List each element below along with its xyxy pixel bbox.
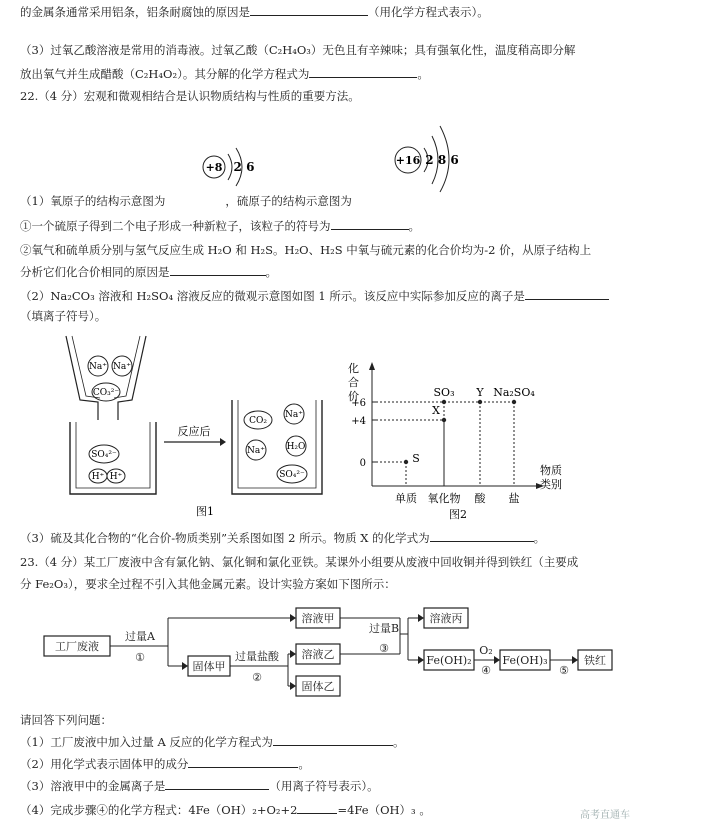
solution-3-box: 溶液丙 bbox=[429, 612, 463, 625]
right-molecule: H₂O bbox=[286, 442, 306, 452]
answer-blank[interactable] bbox=[331, 218, 409, 230]
text-line bbox=[20, 778, 379, 794]
flowchart bbox=[40, 598, 640, 706]
text: （1）氧原子的结构示意图为 bbox=[20, 194, 166, 208]
figure-2-valence-chart bbox=[338, 358, 578, 523]
question-22-title: 22.（4 分）宏观和微观相结合是认识物质结构与性质的重要方法。 bbox=[20, 89, 360, 103]
answer-blank[interactable] bbox=[273, 734, 393, 746]
text-line bbox=[20, 264, 277, 280]
data-point bbox=[404, 460, 408, 464]
answer-blank[interactable] bbox=[250, 4, 368, 16]
product-box: 铁红 bbox=[584, 654, 606, 667]
right-ion: Na⁺ bbox=[285, 410, 303, 420]
x-tick-label: 单质 bbox=[395, 492, 417, 505]
answer-blank[interactable] bbox=[165, 778, 269, 790]
atom-diagrams bbox=[180, 112, 480, 202]
answer-blank[interactable] bbox=[430, 530, 534, 542]
sulfur-nucleus: +16 bbox=[395, 154, 421, 167]
watermark: 高考直通车 bbox=[580, 810, 630, 821]
text-line bbox=[20, 530, 545, 546]
feoh3-box: Fe(OH)₃ bbox=[502, 654, 548, 667]
chart-xlabel-2: 类别 bbox=[540, 478, 562, 491]
y-tick-label: +6 bbox=[351, 398, 366, 409]
left-ion: H⁺ bbox=[109, 472, 123, 482]
x-tick-label: 盐 bbox=[508, 492, 520, 505]
right-ion: Na⁺ bbox=[247, 446, 265, 456]
text: =4Fe（OH）₃ 。 bbox=[337, 803, 431, 817]
point-label: S bbox=[412, 452, 420, 465]
feoh2-box: Fe(OH)₂ bbox=[426, 654, 472, 667]
text: 。 bbox=[298, 757, 310, 771]
text: （2）Na₂CO₃ 溶液和 H₂SO₄ 溶液反应的微观示意图如图 1 所示。该反应中实际参加反应的离子是 bbox=[20, 289, 525, 303]
chart-xlabel-1: 物质 bbox=[540, 464, 562, 477]
text-line bbox=[20, 193, 352, 209]
y-tick-label: 0 bbox=[359, 458, 366, 469]
funnel-ion: Na⁺ bbox=[113, 362, 131, 372]
figure-1-micro-diagram bbox=[60, 330, 340, 520]
sulfur-shells: 2 8 6 bbox=[425, 153, 459, 167]
text-line bbox=[20, 802, 431, 818]
step-3: ③ bbox=[379, 642, 389, 655]
answer-blank[interactable] bbox=[309, 66, 417, 78]
x-tick-label: 酸 bbox=[474, 492, 486, 505]
text: 。 bbox=[417, 67, 429, 81]
text: 。 bbox=[533, 531, 546, 545]
text: 。 bbox=[408, 219, 420, 233]
step-5: ⑤ bbox=[559, 664, 569, 677]
answer-blank[interactable] bbox=[297, 802, 337, 814]
point-label: Y bbox=[476, 386, 484, 399]
answer-blank[interactable] bbox=[188, 756, 298, 768]
point-label: SO₃ bbox=[433, 386, 455, 399]
funnel-ion: Na⁺ bbox=[89, 362, 107, 372]
point-label: Na₂SO₄ bbox=[493, 386, 535, 399]
oxygen-atom-diagram bbox=[203, 148, 254, 186]
figure-1-caption: 图1 bbox=[196, 505, 214, 518]
chart-ylabel-3: 价 bbox=[348, 390, 359, 403]
text: （3）硫及其化合物的“化合价-物质类别”关系图如图 2 所示。物质 X 的化学式为 bbox=[20, 531, 430, 545]
y-tick-label: +4 bbox=[351, 416, 366, 427]
step-2: ② bbox=[252, 671, 262, 684]
text: 。 bbox=[392, 735, 405, 749]
text: 放出氧气并生成醋酸（C₂H₄O₂）。其分解的化学方程式为 bbox=[20, 67, 310, 81]
reagent-hcl: 过量盐酸 bbox=[235, 650, 279, 663]
text-line bbox=[20, 756, 310, 772]
text-line bbox=[20, 288, 609, 304]
solid-2-box: 固体乙 bbox=[301, 680, 335, 693]
o2-label: O₂ bbox=[479, 644, 493, 657]
arrow-label: 反应后 bbox=[177, 425, 211, 438]
sulfur-atom-diagram bbox=[395, 126, 459, 192]
solid-1-box: 固体甲 bbox=[192, 660, 226, 673]
text: ，硫原子的结构示意图为 bbox=[225, 194, 352, 208]
reagent-b: 过量B bbox=[368, 622, 400, 635]
text: （用离子符号表示）。 bbox=[269, 779, 379, 793]
text: （用化学方程式表示）。 bbox=[368, 5, 489, 19]
text-line: 分 Fe₂O₃），要求全过程不引入其他金属元素。设计实验方案如下图所示： bbox=[20, 577, 396, 591]
text-line: 请回答下列问题： bbox=[20, 713, 112, 727]
step-1: ① bbox=[135, 651, 145, 664]
reagent-a: 过量A bbox=[125, 630, 155, 643]
answer-blank[interactable] bbox=[170, 264, 266, 276]
text: ①一个硫原子得到二个电子形成一种新粒子，该粒子的符号为 bbox=[20, 219, 331, 233]
text: （4）完成步骤④的化学方程式：4Fe（OH）₂+O₂+2 bbox=[20, 803, 298, 817]
text-line: （3）过氧乙酸溶液是常用的消毒液。过氧乙酸（C₂H₄O₃）无色且有辛辣味；具有强氧化性，温度稍高即分解 bbox=[20, 43, 576, 57]
funnel-ion: CO₃²⁻ bbox=[92, 388, 120, 398]
solution-1-box: 溶液甲 bbox=[301, 612, 335, 625]
left-ion: SO₄²⁻ bbox=[91, 450, 117, 460]
text: 。 bbox=[265, 265, 277, 279]
text-line bbox=[20, 66, 429, 82]
question-23-title: 23.（4 分）某工厂废液中含有氯化钠、氯化铜和氯化亚铁。某课外小组要从废液中回收铜并得到铁红（主要成 bbox=[20, 555, 579, 569]
waste-box: 工厂废液 bbox=[55, 640, 99, 653]
chart-ylabel-2: 合 bbox=[348, 376, 359, 389]
oxygen-nucleus: +8 bbox=[205, 161, 223, 174]
text-line: （填离子符号）。 bbox=[20, 309, 107, 323]
text: 的金属条通常采用铝条，铝条耐腐蚀的原因是 bbox=[20, 5, 250, 19]
left-ion: H⁺ bbox=[91, 472, 105, 482]
right-molecule: CO₂ bbox=[249, 416, 267, 426]
text: 分析它们化合价相同的原因是 bbox=[20, 265, 170, 279]
text-line bbox=[20, 4, 489, 20]
chart-ylabel-1: 化 bbox=[348, 362, 359, 375]
right-ion: SO₄²⁻ bbox=[279, 470, 305, 480]
text-line: ②氧气和硫单质分别与氢气反应生成 H₂O 和 H₂S。H₂O、H₂S 中氧与硫元素的化合价均为-2 价，从原子结构上 bbox=[20, 243, 592, 257]
text: （2）用化学式表示固体甲的成分 bbox=[20, 757, 189, 771]
text-line bbox=[20, 734, 404, 750]
text: （3）溶液甲中的金属离子是 bbox=[20, 779, 166, 793]
step-4: ④ bbox=[481, 664, 491, 677]
text-line bbox=[20, 218, 420, 234]
point-label: X bbox=[432, 404, 440, 417]
text: （1）工厂废液中加入过量 A 反应的化学方程式为 bbox=[20, 735, 273, 749]
solution-2-box: 溶液乙 bbox=[301, 648, 335, 661]
answer-blank[interactable] bbox=[525, 288, 609, 300]
x-tick-label: 氧化物 bbox=[427, 492, 461, 505]
data-point bbox=[512, 400, 516, 404]
figure-2-caption: 图2 bbox=[449, 508, 467, 521]
oxygen-shells: 2 6 bbox=[233, 160, 255, 174]
